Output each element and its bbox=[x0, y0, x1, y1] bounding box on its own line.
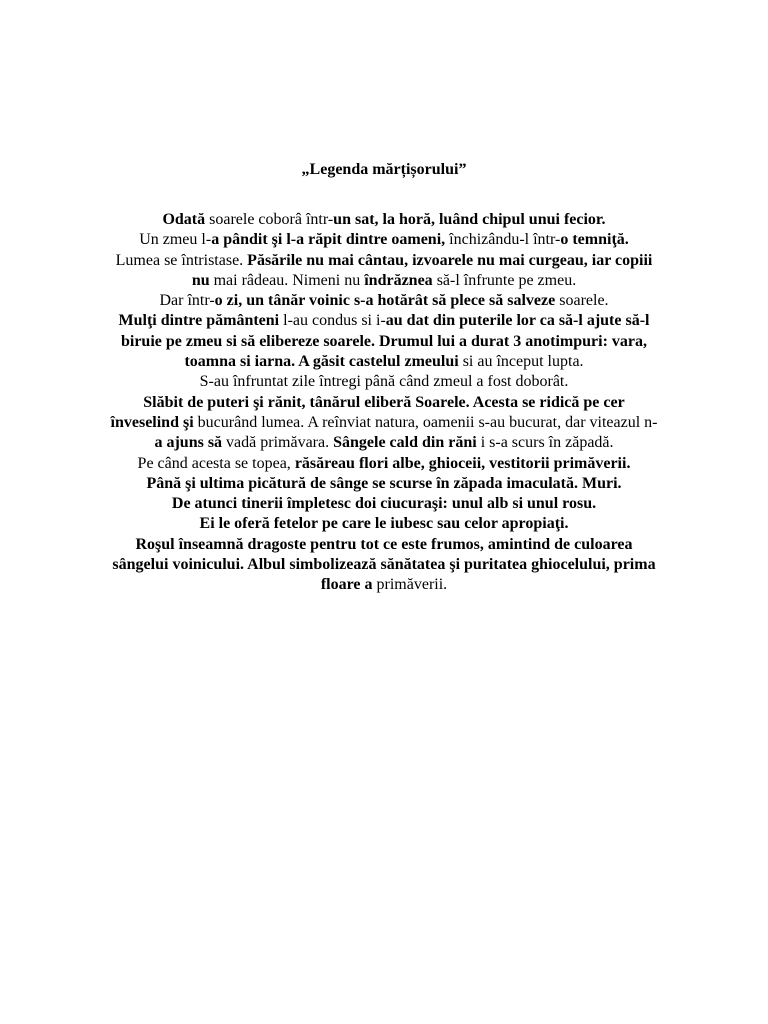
text-run: Până şi ultima picătură de sânge se scurse în zăpada imaculată. Muri. bbox=[146, 474, 622, 492]
text-run: Roşul înseamnă dragoste pentru tot ce este frumos, amintind de culoarea sângelui voinicului. Albul simbolizează sănătatea şi puritatea ghiocelului, prima floare a bbox=[112, 535, 656, 594]
paragraph bbox=[110, 454, 658, 474]
text-run: soarele coborâ într- bbox=[205, 211, 334, 228]
text-run: Ei le oferă fetelor pe care le iubesc sau celor apropiaţi. bbox=[199, 515, 569, 533]
text-run: Sângele cald din răni bbox=[333, 434, 477, 452]
text-run: a pândit şi l-a răpit dintre oameni, bbox=[211, 231, 446, 249]
text-run: Dar într- bbox=[159, 292, 215, 310]
paragraph bbox=[110, 230, 658, 250]
text-run: să-l înfrunte pe zmeu. bbox=[432, 271, 577, 289]
text-run: o temniţă. bbox=[560, 231, 629, 249]
text-run: Pe când acesta se topea, bbox=[137, 454, 295, 472]
text-run: îndrăznea bbox=[364, 271, 433, 289]
paragraph bbox=[110, 474, 658, 494]
text-run: a ajuns să bbox=[154, 434, 223, 452]
text-run: o zi, un tânăr voinic s-a hotărât să plece să salveze bbox=[214, 292, 556, 310]
paragraph bbox=[110, 372, 658, 392]
paragraph bbox=[110, 393, 658, 454]
text-run: Odată bbox=[162, 211, 206, 228]
text-run: Lumea se întristase. bbox=[115, 251, 248, 269]
text-run: Un zmeu l- bbox=[139, 231, 212, 249]
text-run: De atunci tinerii împletesc doi ciucuraşi: unul alb si unul rosu. bbox=[171, 495, 597, 513]
text-run: si au început lupta. bbox=[458, 353, 584, 371]
text-run: i s-a scurs în zăpadă. bbox=[476, 434, 614, 452]
document-body bbox=[110, 210, 658, 596]
text-run: au dat din puterile lor ca să-l ajute să-l biruie pe zmeu si să elibereze soarele. Drumul lui a durat 3 anotimpuri: vara, toamna si iarna. A găsit castelul zmeului bbox=[120, 312, 650, 371]
paragraph bbox=[110, 210, 658, 230]
text-run: l-au condus si i- bbox=[279, 312, 386, 330]
text-run: vadă primăvara. bbox=[222, 434, 334, 452]
paragraph bbox=[110, 311, 658, 372]
text-run: mai râdeau. Nimeni nu bbox=[209, 271, 365, 289]
text-run: Păsările nu mai cântau, izvoarele nu mai curgeau, iar copiii nu bbox=[191, 251, 653, 289]
text-run: răsăreau flori albe, ghioceii, vestitorii primăverii. bbox=[294, 454, 631, 472]
paragraph bbox=[110, 514, 658, 534]
text-run: bucurând lumea. A reînviat natura, oamenii s-au bucurat, dar viteazul n- bbox=[193, 413, 658, 431]
text-run: Mulţi dintre pământeni bbox=[118, 312, 280, 330]
text-run: închizându-l într- bbox=[445, 231, 561, 249]
text-run: soarele. bbox=[555, 292, 609, 310]
paragraph bbox=[110, 494, 658, 514]
text-run: primăverii. bbox=[372, 576, 448, 594]
text-run: Slăbit de puteri şi rănit, tânărul eliberă Soarele. Acesta se ridică pe cer înveselind şi bbox=[110, 393, 625, 431]
text-run: un sat, la horă, luând chipul unui fecior. bbox=[333, 211, 606, 228]
document-title: „Legenda mărțișorului” bbox=[301, 161, 467, 178]
text-run: S-au înfruntat zile întregi până când zmeul a fost doborât. bbox=[199, 373, 569, 391]
paragraph bbox=[110, 251, 658, 292]
paragraph bbox=[110, 291, 658, 311]
paragraph bbox=[110, 535, 658, 596]
